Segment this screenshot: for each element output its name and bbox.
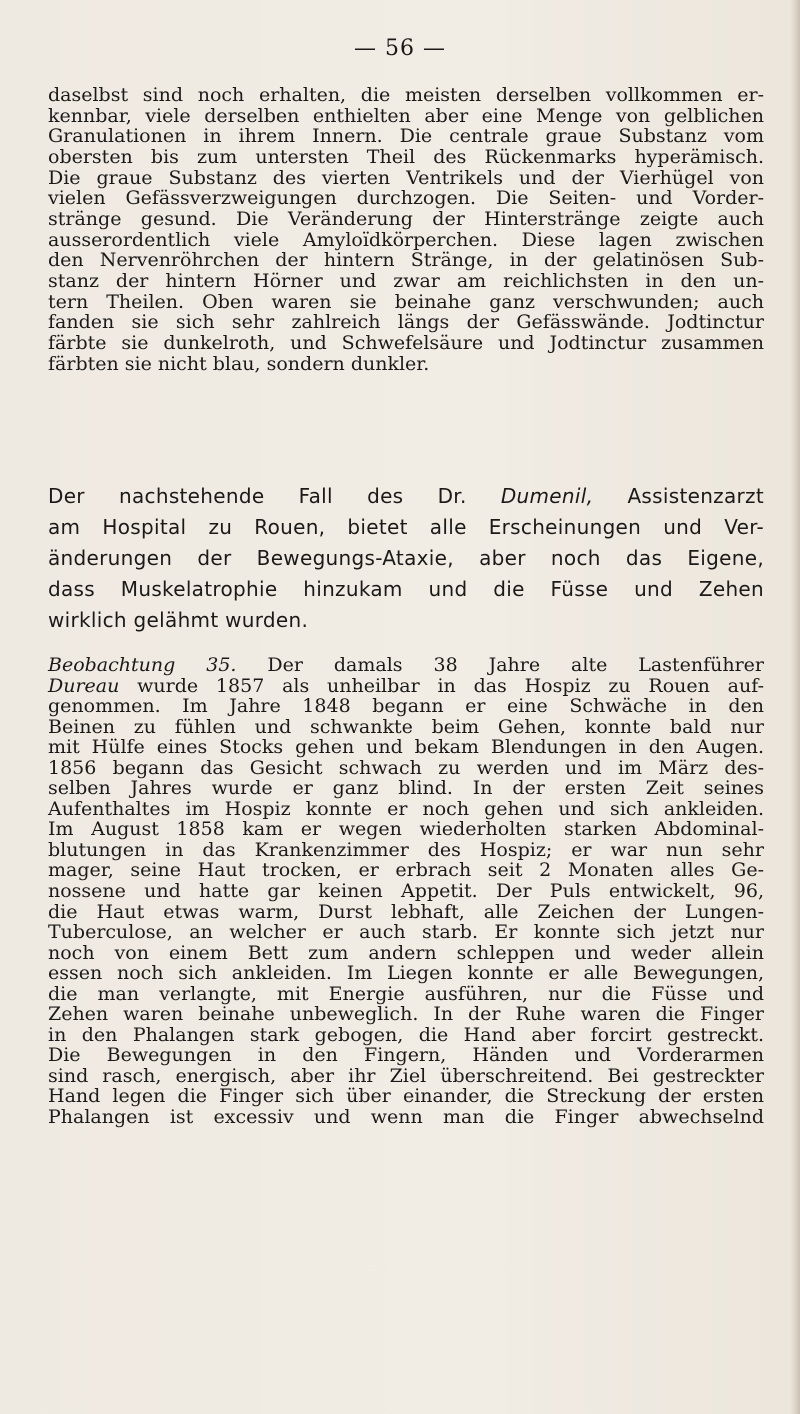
text-line: mager, seine Haut trocken, er erbrach seit 2 Monaten alles Ge- [48,859,764,882]
page-number: — 56 — [354,36,446,61]
text-line: selben Jahres wurde er ganz blind. In der ersten Zeit seines [48,777,764,800]
text-line: blutungen in das Krankenzimmer des Hospiz; er war nun sehr [48,838,764,861]
paragraph-case-introduction [48,481,764,636]
physician-name: Dumenil, [500,484,594,508]
text-line: Tuberculose, an welcher er auch starb. Er konnte sich jetzt nur [48,921,764,944]
text-line: Beinen zu fühlen und schwankte beim Gehen, konnte bald nur [48,715,764,738]
text-line: ausserordentlich viele Amyloïdkörperchen. Diese lagen zwischen [48,228,764,251]
text-line: den Nervenröhrchen der hintern Stränge, in der gelatinösen Sub- [48,249,764,272]
text-line: stränge gesund. Die Veränderung der Hinterstränge zeigte auch [48,207,764,230]
text-line: vielen Gefässverzweigungen durchzogen. Die Seiten- und Vorder- [48,187,764,210]
paragraph-autopsy-findings [48,85,764,374]
text-line: die Haut etwas warm, Durst lebhaft, alle Zeichen der Lungen- [48,900,764,923]
text-line: 1856 begann das Gesicht schwach zu werden und im März des- [48,756,764,779]
text-line: am Hospital zu Rouen, bietet alle Erscheinungen und Ver- [48,515,764,539]
text-run: Der nachstehende Fall des Dr. [48,484,501,508]
text-line: tern Theilen. Oben waren sie beinahe ganz verschwunden; auch [48,290,764,313]
text-line: Zehen waren beinahe unbeweglich. In der Ruhe waren die Finger [48,1003,764,1026]
text-line: färbte sie dunkelroth, und Schwefelsäure und Jodtinctur zusammen [48,331,764,354]
text-line [48,655,764,676]
text-line: mit Hülfe eines Stocks gehen und bekam Blendungen in den Augen. [48,736,764,759]
text-line: dass Muskelatrophie hinzukam und die Füsse und Zehen [48,577,764,601]
text-line: Die graue Substanz des vierten Ventrikels und der Vierhügel von [48,166,764,189]
text-line [48,481,764,512]
observation-label: Beobachtung 35. [48,654,237,676]
text-line: noch von einem Bett zum andern schleppen und weder allein [48,941,764,964]
text-line: nossene und hatte gar keinen Appetit. Der Puls entwickelt, 96, [48,880,764,903]
page-edge-shadow [790,0,800,1414]
text-line: die man verlangte, mit Energie ausführen, nur die Füsse und [48,982,764,1005]
text-line: färbten sie nicht blau, sondern dunkler. [48,352,430,375]
text-line: kennbar, viele derselben enthielten aber eine Menge von gelblichen [48,104,764,127]
text-line: Die Bewegungen in den Fingern, Händen und Vorderarmen [48,1044,764,1067]
text-run: wurde 1857 als unheilbar in das Hospiz zu Rouen auf- [119,674,764,697]
paragraph-observation-35 [48,655,764,1128]
text-line: daselbst sind noch erhalten, die meisten derselben vollkommen er- [48,84,764,106]
text-line: Im August 1858 kam er wegen wiederholten starken Abdominal- [48,818,764,841]
text-line [48,676,764,697]
text-line: wirklich gelähmt wurden. [48,608,309,632]
text-line: sind rasch, energisch, aber ihr Ziel überschreitend. Bei gestreckter [48,1064,764,1087]
text-line: Phalangen ist excessiv und wenn man die Finger abwechselnd [48,1106,764,1129]
text-line: obersten bis zum untersten Theil des Rückenmarks hyperämisch. [48,145,764,168]
text-line: stanz der hintern Hörner und zwar am reichlichsten in den un- [48,269,764,292]
text-run: Assistenzarzt [593,484,764,508]
text-line: Hand legen die Finger sich über einander, die Streckung der ersten [48,1085,764,1108]
text-run: Der damals 38 Jahre alte Lastenführer [236,654,765,676]
text-line: änderungen der Bewegungs-Ataxie, aber noch das Eigene, [48,546,764,570]
patient-name: Dureau [48,674,120,697]
text-line: fanden sie sich sehr zahlreich längs der Gefässwände. Jodtinctur [48,311,764,334]
text-line: genommen. Im Jahre 1848 begann er eine Schwäche in den [48,695,764,718]
text-line: Aufenthaltes im Hospiz konnte er noch gehen und sich ankleiden. [48,797,764,820]
text-line: Granulationen in ihrem Innern. Die centrale graue Substanz vom [48,125,764,148]
text-line: essen noch sich ankleiden. Im Liegen konnte er alle Bewegungen, [48,962,764,985]
text-line: in den Phalangen stark gebogen, die Hand aber forcirt gestreckt. [48,1023,764,1046]
